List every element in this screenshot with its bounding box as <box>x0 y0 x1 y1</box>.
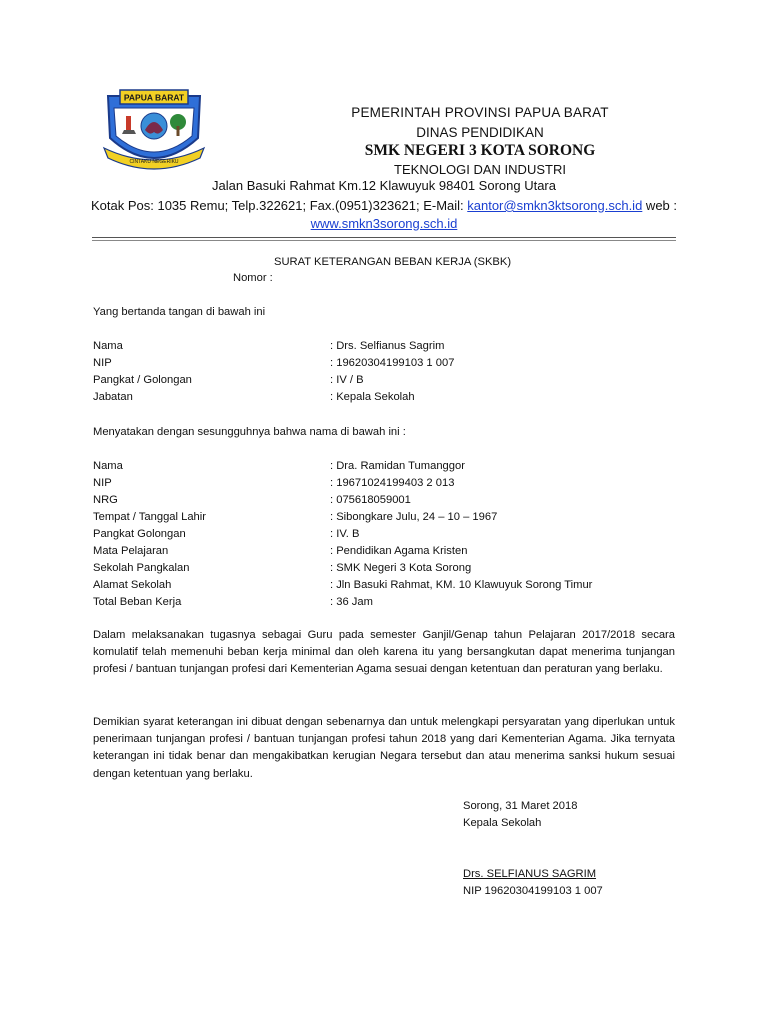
teacher-label: NRG <box>93 494 118 506</box>
teacher-label: Mata Pelajaran <box>93 545 169 557</box>
department-heading: DINAS PENDIDIKAN <box>416 125 544 140</box>
teacher-label: Pangkat Golongan <box>93 528 186 540</box>
teacher-label: Sekolah Pangkalan <box>93 562 190 574</box>
signer-name: Drs. SELFIANUS SAGRIM <box>463 868 597 880</box>
website-link[interactable]: www.smkn3sorong.sch.id <box>310 216 458 231</box>
teacher-value: : Sibongkare Julu, 24 – 10 – 1967 <box>330 511 498 523</box>
teacher-label: NIP <box>93 477 112 489</box>
school-program: TEKNOLOGI DAN INDUSTRI <box>394 162 566 177</box>
body-paragraph-2: Demikian syarat keterangan ini dibuat dengan sebenarnya dan untuk melengkapi persyaratan yang diperlukan untuk penerimaan tunjangan profesi / bantuan tunjangan profesi tahun 2018 yang dari Kementerian Agama. Jika ternyata keterangan ini tidak benar dan mengakibatkan kerugian Negara tersebut dan atau menerima sanksi hukum sesuai dengan ketentuan yang berlaku. <box>93 716 675 780</box>
teacher-value: : 075618059001 <box>330 494 411 506</box>
contact-suffix: web : <box>642 198 677 213</box>
teacher-value: : SMK Negeri 3 Kota Sorong <box>330 562 472 574</box>
logo-ribbon-text: CINTAKU NEGERIKU <box>129 159 179 165</box>
intro-text: Yang bertanda tangan di bawah ini <box>93 306 266 318</box>
letter-title: SURAT KETERANGAN BEBAN KERJA (SKBK) <box>274 256 512 268</box>
signer-value: : IV / B <box>330 374 364 386</box>
header-divider <box>92 237 676 238</box>
statement-text: Menyatakan dengan sesungguhnya bahwa nama di bawah ini : <box>93 426 406 438</box>
contact-prefix: Kotak Pos: 1035 Remu; Telp.322621; Fax.(0951)323621; E-Mail: <box>90 198 468 213</box>
teacher-value: : Pendidikan Agama Kristen <box>330 545 468 557</box>
teacher-value: : 19671024199403 2 013 <box>330 477 455 489</box>
teacher-label: Nama <box>93 460 123 472</box>
teacher-label: Tempat / Tanggal Lahir <box>93 511 206 523</box>
school-address: Jalan Basuki Rahmat Km.12 Klawuyuk 98401 Sorong Utara <box>212 178 556 193</box>
logo-banner-text: PAPUA BARAT <box>123 92 185 103</box>
signer-value: : 19620304199103 1 007 <box>330 357 455 369</box>
teacher-label: Alamat Sekolah <box>93 579 172 591</box>
website-line <box>0 216 768 231</box>
signer-nip: NIP 19620304199103 1 007 <box>463 885 603 897</box>
government-heading: PEMERINTAH PROVINSI PAPUA BARAT <box>351 105 609 120</box>
teacher-value: : Jln Basuki Rahmat, KM. 10 Klawuyuk Sorong Timur <box>330 579 593 591</box>
body-paragraph-1: Dalam melaksanakan tugasnya sebagai Guru pada semester Ganjil/Genap tahun Pelajaran 2017/2018 secara komulatif telah memenuhi beban kerja minimal dan oleh karena itu yang bersangkutan dapat menerima tunjangan profesi / bantuan tunjangan profesi dari Kementerian Agama sesuai dengan ketentuan dan peraturan yang berlaku. <box>93 629 675 676</box>
teacher-value: : IV. B <box>330 528 360 540</box>
letter-number: Nomor : <box>233 272 273 284</box>
signer-label: NIP <box>93 357 112 369</box>
signer-label: Jabatan <box>93 391 133 403</box>
place-date: Sorong, 31 Maret 2018 <box>463 800 578 812</box>
signer-position: Kepala Sekolah <box>463 817 542 829</box>
signer-label: Pangkat / Golongan <box>93 374 192 386</box>
teacher-value: : Dra. Ramidan Tumanggor <box>330 460 465 472</box>
signer-value: : Kepala Sekolah <box>330 391 415 403</box>
email-link[interactable]: kantor@smkn3ktsorong.sch.id <box>467 198 643 213</box>
school-name: SMK NEGERI 3 KOTA SORONG <box>364 142 596 159</box>
teacher-label: Total Beban Kerja <box>93 596 182 608</box>
contact-line <box>0 198 768 213</box>
signer-label: Nama <box>93 340 123 352</box>
signer-value: : Drs. Selfianus Sagrim <box>330 340 445 352</box>
header-divider-thin <box>92 240 676 241</box>
teacher-value: : 36 Jam <box>330 596 373 608</box>
